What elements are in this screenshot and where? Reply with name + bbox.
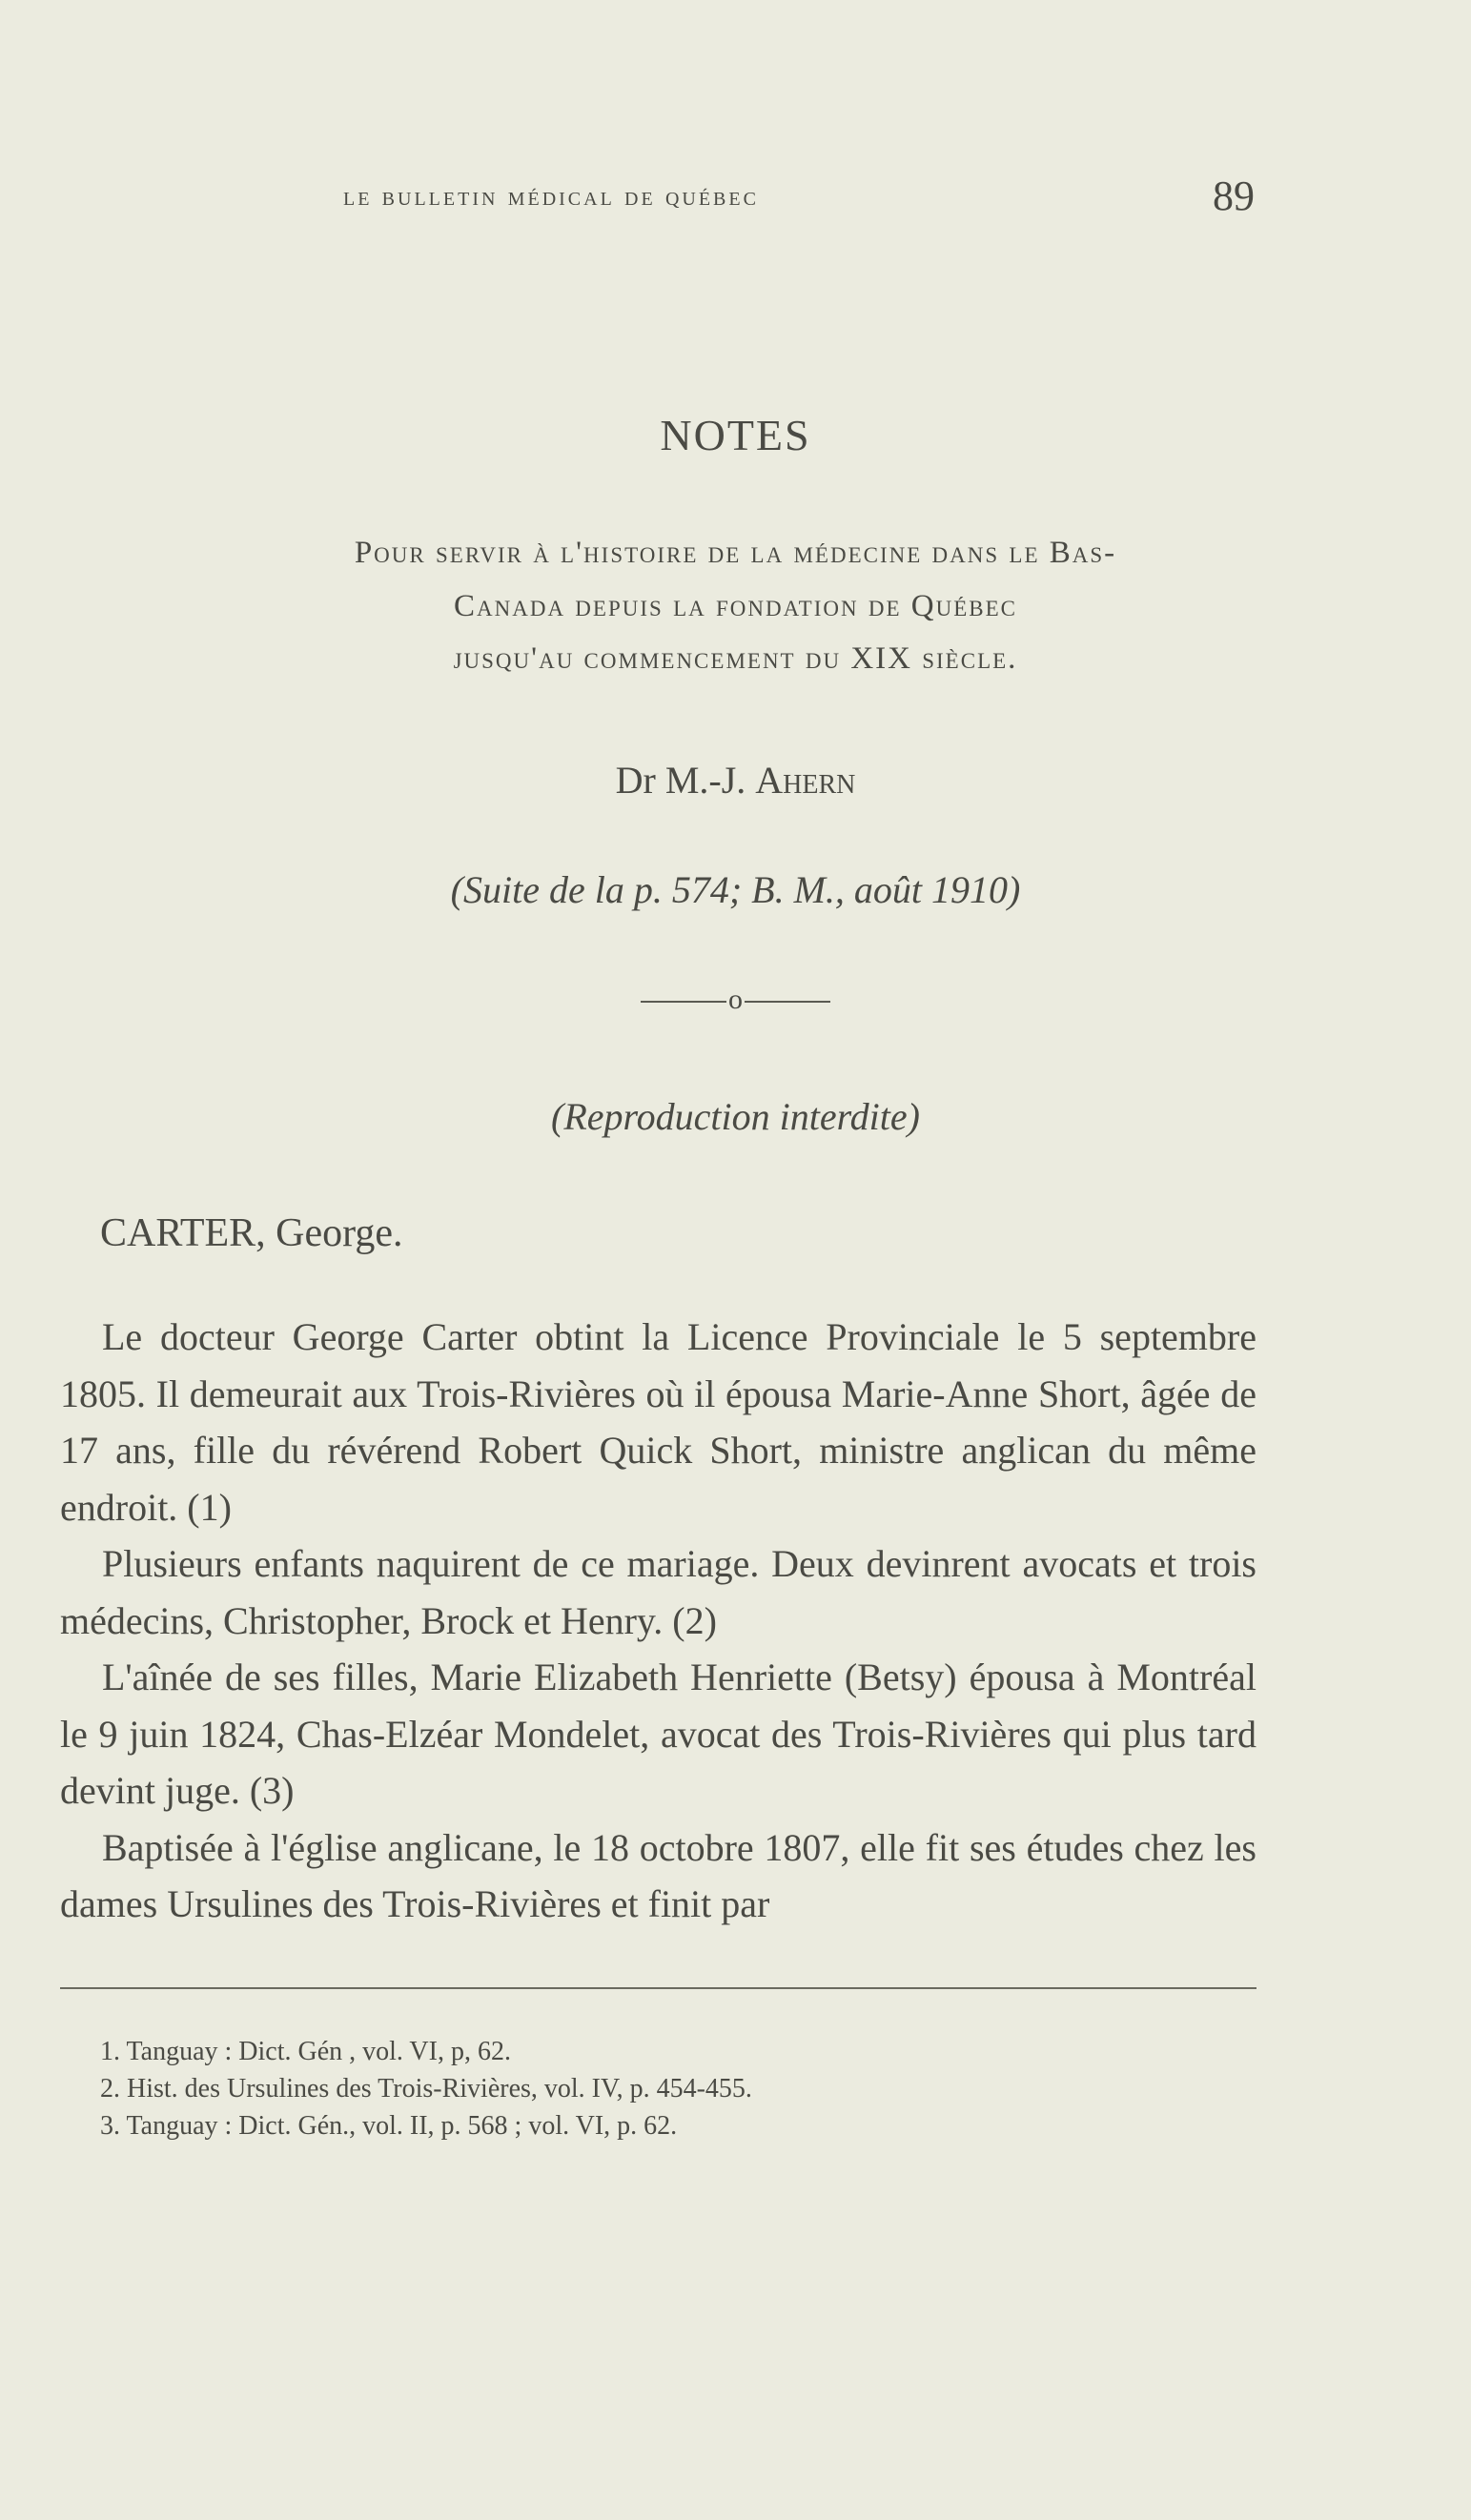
subtitle-line-1: Pour servir à l'histoire de la médecine dans le Bas-: [354, 536, 1117, 570]
footnote-3: 3. Tanguay : Dict. Gén., vol. II, p. 568 ; vol. VI, p. 62.: [100, 2111, 678, 2141]
footnote-2: 2. Hist. des Ursulines des Trois-Rivières, vol. IV, p. 454-455.: [100, 2074, 752, 2103]
separator-mark: o: [728, 984, 743, 1015]
running-header: le bulletin médical de québec: [343, 181, 759, 212]
author-prefix: Dr M.-J.: [615, 759, 746, 802]
entry-heading: CARTER, George.: [100, 1211, 403, 1255]
body-paragraph-4: Baptisée à l'église anglicane, le 18 octobre 1807, elle fit ses études chez les dames Ursulines des Trois-Rivières et finit par: [60, 1825, 1256, 1925]
article-title: NOTES: [660, 411, 811, 459]
separator-line-left: [641, 1001, 726, 1003]
footnotes: [100, 2033, 752, 2144]
entry-body: [60, 1309, 1256, 1933]
page-number: 89: [1213, 173, 1255, 219]
continuation-note: (Suite de la p. 574; B. M., août 1910): [450, 868, 1021, 911]
section-separator: [0, 984, 1471, 1016]
author-surname: Ahern: [755, 759, 856, 802]
subtitle-line-3: jusqu'au commencement du XIX siècle.: [453, 641, 1018, 676]
body-paragraph-2: Plusieurs enfants naquirent de ce mariage. Deux devinrent avocats et trois médecins, Christopher, Brock et Henry. (2): [60, 1542, 1256, 1642]
footnote-divider: [60, 1987, 1256, 1989]
footnote-1: 1. Tanguay : Dict. Gén , vol. VI, p, 62.: [100, 2037, 511, 2066]
separator-line-right: [745, 1001, 830, 1003]
reproduction-notice: (Reproduction interdite): [551, 1095, 920, 1138]
body-paragraph-3: L'aînée de ses filles, Marie Elizabeth Henriette (Betsy) épousa à Montréal le 9 juin 1824, Chas-Elzéar Mondelet, avocat des Trois-Rivières qui plus tard devint juge. (3): [60, 1656, 1256, 1812]
body-paragraph-1: Le docteur George Carter obtint la Licence Provinciale le 5 septembre 1805. Il demeurait aux Trois-Rivières où il épousa Marie-Anne Short, âgée de 17 ans, fille du révérend Robert Quick Short, ministre anglican du même endroit. (1): [60, 1315, 1256, 1529]
subtitle-line-2: Canada depuis la fondation de Québec: [454, 589, 1017, 623]
author-line: [0, 758, 1471, 803]
